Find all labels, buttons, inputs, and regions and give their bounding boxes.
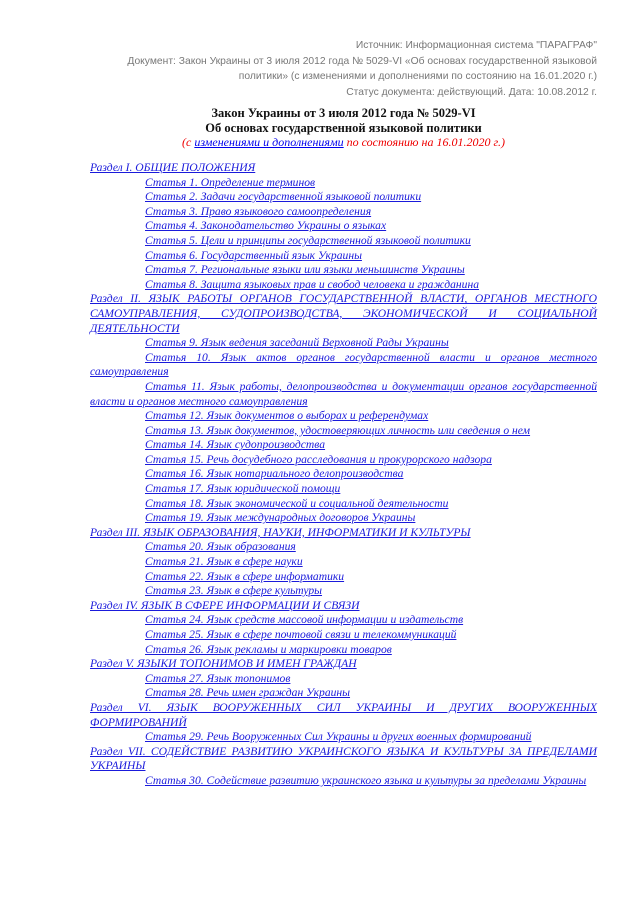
toc-section-link[interactable]: Раздел VII. СОДЕЙСТВИЕ РАЗВИТИЮ УКРАИНСКОГО ЯЗЫКА И КУЛЬТУРЫ ЗА ПРЕДЕЛАМИ УКРАИНЫ xyxy=(90,744,597,773)
toc-article-link[interactable]: Статья 19. Язык международных договоров Украины xyxy=(145,511,416,525)
toc-article-link[interactable]: Статья 26. Язык рекламы и маркировки товаров xyxy=(145,642,392,656)
toc-article-link[interactable]: Статья 3. Право языкового самоопределения xyxy=(145,204,372,218)
toc-article-link[interactable]: Статья 25. Язык в сфере почтовой связи и телекоммуникаций xyxy=(145,628,457,641)
toc-article-link[interactable]: Статья 27. Язык топонимов xyxy=(145,671,291,685)
toc-article-link[interactable]: Статья 13. Язык документов, удостоверяющих личность или сведения о нем xyxy=(145,423,531,437)
document-line: Документ: Закон Украины от 3 июля 2012 года № 5029-VI «Об основах государственной языковой политики» (с изменениями и дополнениями по состоянию на 16.01.2020 г.) xyxy=(127,56,597,82)
law-title: Закон Украины от 3 июля 2012 года № 5029-VI xyxy=(211,106,476,120)
toc-article-link[interactable]: Статья 12. Язык документов о выборах и референдумах xyxy=(145,409,429,423)
toc-article-link[interactable]: Статья 1. Определение терминов xyxy=(145,175,316,189)
amendments-link[interactable]: изменениями и дополнениями xyxy=(194,135,344,149)
amend-suffix: по состоянию на 16.01.2020 г.) xyxy=(343,135,505,149)
toc-article-link[interactable]: Статья 10. Язык актов органов государственной власти и органов местного самоуправления xyxy=(90,350,597,379)
table-of-contents xyxy=(90,161,597,789)
toc-article-link[interactable]: Статья 16. Язык нотариального делопроизводства xyxy=(145,467,404,481)
toc-article-link[interactable]: Статья 28. Речь имен граждан Украины xyxy=(145,686,351,700)
amendments-note xyxy=(90,135,597,150)
toc-section-link[interactable]: Раздел II. ЯЗЫК РАБОТЫ ОРГАНОВ ГОСУДАРСТВЕННОЙ ВЛАСТИ, ОРГАНОВ МЕСТНОГО САМОУПРАВЛЕНИЯ, СУДОПРОИЗВОДСТВА, ЭКОНОМИЧЕСКОЙ И СОЦИАЛЬНОЙ ДЕЯТЕЛЬНОСТИ xyxy=(90,292,597,335)
toc-article-link[interactable]: Статья 9. Язык ведения заседаний Верховной Рады Украины xyxy=(145,336,449,350)
amend-prefix: (с xyxy=(182,135,195,149)
toc-article-link[interactable]: Статья 5. Цели и принципы государственной языковой политики xyxy=(145,233,471,247)
toc-section-link[interactable]: Раздел VI. ЯЗЫК ВООРУЖЕННЫХ СИЛ УКРАИНЫ И ДРУГИХ ВООРУЖЕННЫХ ФОРМИРОВАНИЙ xyxy=(90,700,597,729)
toc-article-link[interactable]: Статья 29. Речь Вооруженных Сил Украины и других военных формирований xyxy=(145,730,532,744)
toc-section-link[interactable]: Раздел I. ОБЩИЕ ПОЛОЖЕНИЯ xyxy=(90,161,256,174)
document-meta xyxy=(90,38,597,100)
document-page xyxy=(90,38,597,789)
toc-article-link[interactable]: Статья 15. Речь досудебного расследования и прокурорского надзора xyxy=(145,452,492,466)
toc-article-link[interactable]: Статья 20. Язык образования xyxy=(145,540,296,554)
toc-article-link[interactable]: Статья 2. Задачи государственной языковой политики xyxy=(145,190,422,204)
toc-article-link[interactable]: Статья 17. Язык юридической помощи xyxy=(145,482,341,496)
toc-article-link[interactable]: Статья 7. Региональные языки или языки меньшинств Украины xyxy=(145,263,465,277)
toc-section-link[interactable]: Раздел V. ЯЗЫКИ ТОПОНИМОВ И ИМЕН ГРАЖДАН xyxy=(90,657,357,671)
toc-article-link[interactable]: Статья 24. Язык средств массовой информации и издательств xyxy=(145,613,464,627)
toc-section-link[interactable]: Раздел III. ЯЗЫК ОБРАЗОВАНИЯ, НАУКИ, ИНФОРМАТИКИ И КУЛЬТУРЫ xyxy=(90,525,471,539)
status-line: Статус документа: действующий. Дата: 10.08.2012 г. xyxy=(346,87,597,98)
toc-section-link[interactable]: Раздел IV. ЯЗЫК В СФЕРЕ ИНФОРМАЦИИ И СВЯЗИ xyxy=(90,598,360,612)
toc-article-link[interactable]: Статья 11. Язык работы, делопроизводства и документации органов государственной власти и органов местного самоуправления xyxy=(90,379,597,408)
toc-article-link[interactable]: Статья 30. Содействие развитию украинского языка и культуры за пределами Украины xyxy=(145,773,587,787)
toc-article-link[interactable]: Статья 14. Язык судопроизводства xyxy=(145,438,326,452)
toc-article-link[interactable]: Статья 18. Язык экономической и социальной деятельности xyxy=(145,496,449,510)
toc-article-link[interactable]: Статья 23. Язык в сфере культуры xyxy=(145,584,323,598)
toc-article-link[interactable]: Статья 6. Государственный язык Украины xyxy=(145,248,362,262)
toc-article-link[interactable]: Статья 22. Язык в сфере информатики xyxy=(145,569,345,583)
toc-article-link[interactable]: Статья 4. Законодательство Украины о языках xyxy=(145,219,387,233)
toc-article-link[interactable]: Статья 8. Защита языковых прав и свобод человека и гражданина xyxy=(145,277,480,291)
law-subtitle: Об основах государственной языковой политики xyxy=(205,120,482,135)
source-line: Источник: Информационная система "ПАРАГРАФ" xyxy=(355,40,597,51)
toc-article-link[interactable]: Статья 21. Язык в сфере науки xyxy=(145,555,303,569)
